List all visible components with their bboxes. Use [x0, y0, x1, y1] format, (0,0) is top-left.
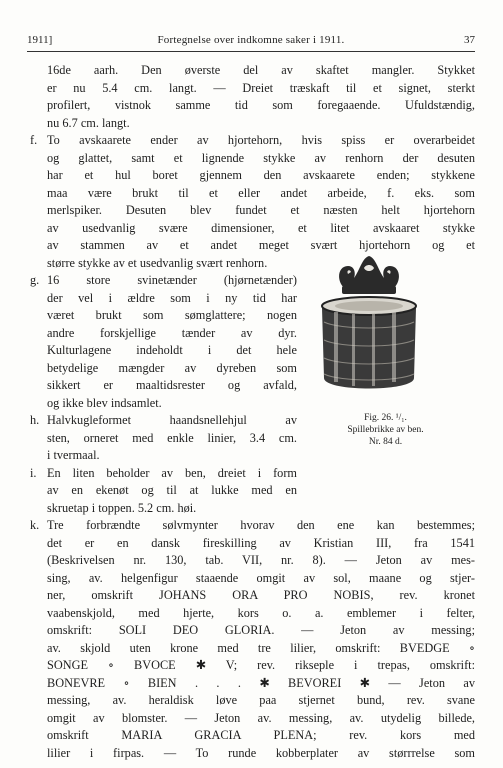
header-title: Fortegnelse over indkomne saker i 1911.: [157, 34, 345, 46]
caption-inventory-number: Nr. 84 d.: [368, 437, 403, 447]
text-line: nu 6.7 cm. langt.: [47, 115, 130, 130]
item-label: h.: [30, 413, 40, 427]
paragraph-continued: [47, 62, 475, 132]
text-line: av en ekenøt og til at lukke med en: [47, 483, 297, 497]
game-piece-figure: [310, 250, 428, 398]
text-line: sikkert er maaltidsrester og avfald,: [47, 378, 297, 392]
paragraph-k: [30, 517, 475, 762]
figure-caption: [318, 412, 453, 448]
text-line: maa være brukt til et eller andet arbeide, f. eks. som: [47, 185, 475, 200]
text-line: Tre forbrændte sølvmynter hvorav den ene kan bestemmes;: [47, 518, 475, 532]
text-line: sing, av. helgenfigur staaende omgit av sol, maane og stjer-: [47, 570, 475, 585]
text-line: omskrift: SOLI DEO GLORIA. — Jeton av messing;: [47, 623, 475, 637]
game-piece-body: [322, 297, 416, 389]
text-line: av stammen av et andet meget svært hjortehorn og et: [47, 238, 475, 252]
text-line: der vel i ældre som i ny tid har: [47, 290, 297, 305]
header-year: 1911]: [27, 34, 53, 46]
text-line: Kulturlagene indeholdt i det hele: [47, 343, 297, 357]
header-rule: [27, 51, 475, 52]
text-line: og glattet, samt et lignende stykke av renhorn der desuten: [47, 150, 475, 165]
text-line: omgit av blomster. — Jeton av. messing, av. utydelig billede,: [47, 710, 475, 725]
item-label: i.: [30, 465, 37, 480]
text-line: En liten beholder av ben, dreiet i form: [47, 465, 297, 480]
text-line: To avskaarete ender av hjortehorn, hvis spiss er overarbeidet: [47, 133, 475, 147]
page-number: 37: [464, 34, 475, 46]
text-line: av. skjold uten krone med tre lilier, omskrift: BVEDGE ∘: [47, 640, 475, 655]
item-label: k.: [30, 518, 40, 532]
running-header: [27, 34, 475, 50]
text-line: messing, av. heraldisk løve paa stjernet bund, rev. svane: [47, 693, 475, 707]
text-line: profilert, vistnok samme tid som foregaaende. Ufuldstændig,: [47, 98, 475, 112]
text-line: ner, omskrift JOHANS ORA PRO NOBIS, rev. kronet: [47, 588, 475, 602]
text-line: merlspiker. Desuten blev fundet et næsten helt hjortehorn: [47, 203, 475, 217]
text-line: er nu 5.4 cm. langt. — Dreiet træskaft til et signet, sterkt: [47, 80, 475, 95]
paragraph-i: [30, 465, 475, 518]
text-line: skruetap i toppen. 5.2 cm. høi.: [47, 500, 197, 515]
text-line: omskrift MARIA GRACIA PLENA; rev. kors med: [47, 728, 475, 742]
text-line: (Beskrivelsen nr. 130, tab. VII, nr. 8). — Jeton av mes-: [47, 553, 475, 567]
text-line: 16 store svinetænder (hjørnetænder): [47, 273, 297, 287]
text-line: det er en dansk fireskilling av Kristian III, fra 1541: [47, 535, 475, 550]
caption-figure-number: Fig. 26. ¹/₁.: [364, 413, 407, 423]
text-line: 16de aarh. Den øverste del av skaftet mangler. Stykket: [47, 63, 475, 77]
item-label: g.: [30, 273, 40, 287]
text-line: og ikke blev indsamlet.: [47, 395, 162, 410]
item-label: f.: [30, 133, 38, 147]
text-line: BONEVRE ∘ BIEN . . . ✱ BEVOREI ✱ — Jeton av: [47, 675, 475, 690]
text-line: sten, orneret med enkle linier, 3.4 cm.: [47, 430, 297, 445]
text-line: vaabenskjold, med hjerte, kors o. a. emblemer i felter,: [47, 605, 475, 620]
text-line: lilier i firpas. — To runde kobberplater av størrrelse som: [47, 745, 475, 760]
text-line: i tvermaal.: [47, 448, 100, 462]
text-line: andre forskjellige tænder av dyr.: [47, 325, 297, 340]
text-line: betydelige mængder av dyreben som: [47, 360, 297, 375]
text-line: av usedvanlig svære dimensioner, et litet avskaaret stykke: [47, 220, 475, 235]
text-line: Halvkugleformet haandsnellehjul av: [47, 413, 297, 427]
text-line: større stykke av et usedvanlig svært renhorn.: [47, 255, 268, 270]
caption-description: Spillebrikke av ben.: [347, 425, 424, 435]
text-line: SONGE ∘ BVOCE ✱ V; rev. rikseple i trepas, omskrift:: [47, 658, 475, 672]
text-line: har et hul boret gjennem den avskaarete enden; stykkene: [47, 168, 475, 182]
text-line: været brukt som sømglattere; nogen: [47, 308, 297, 322]
game-piece-knob: [339, 256, 399, 294]
